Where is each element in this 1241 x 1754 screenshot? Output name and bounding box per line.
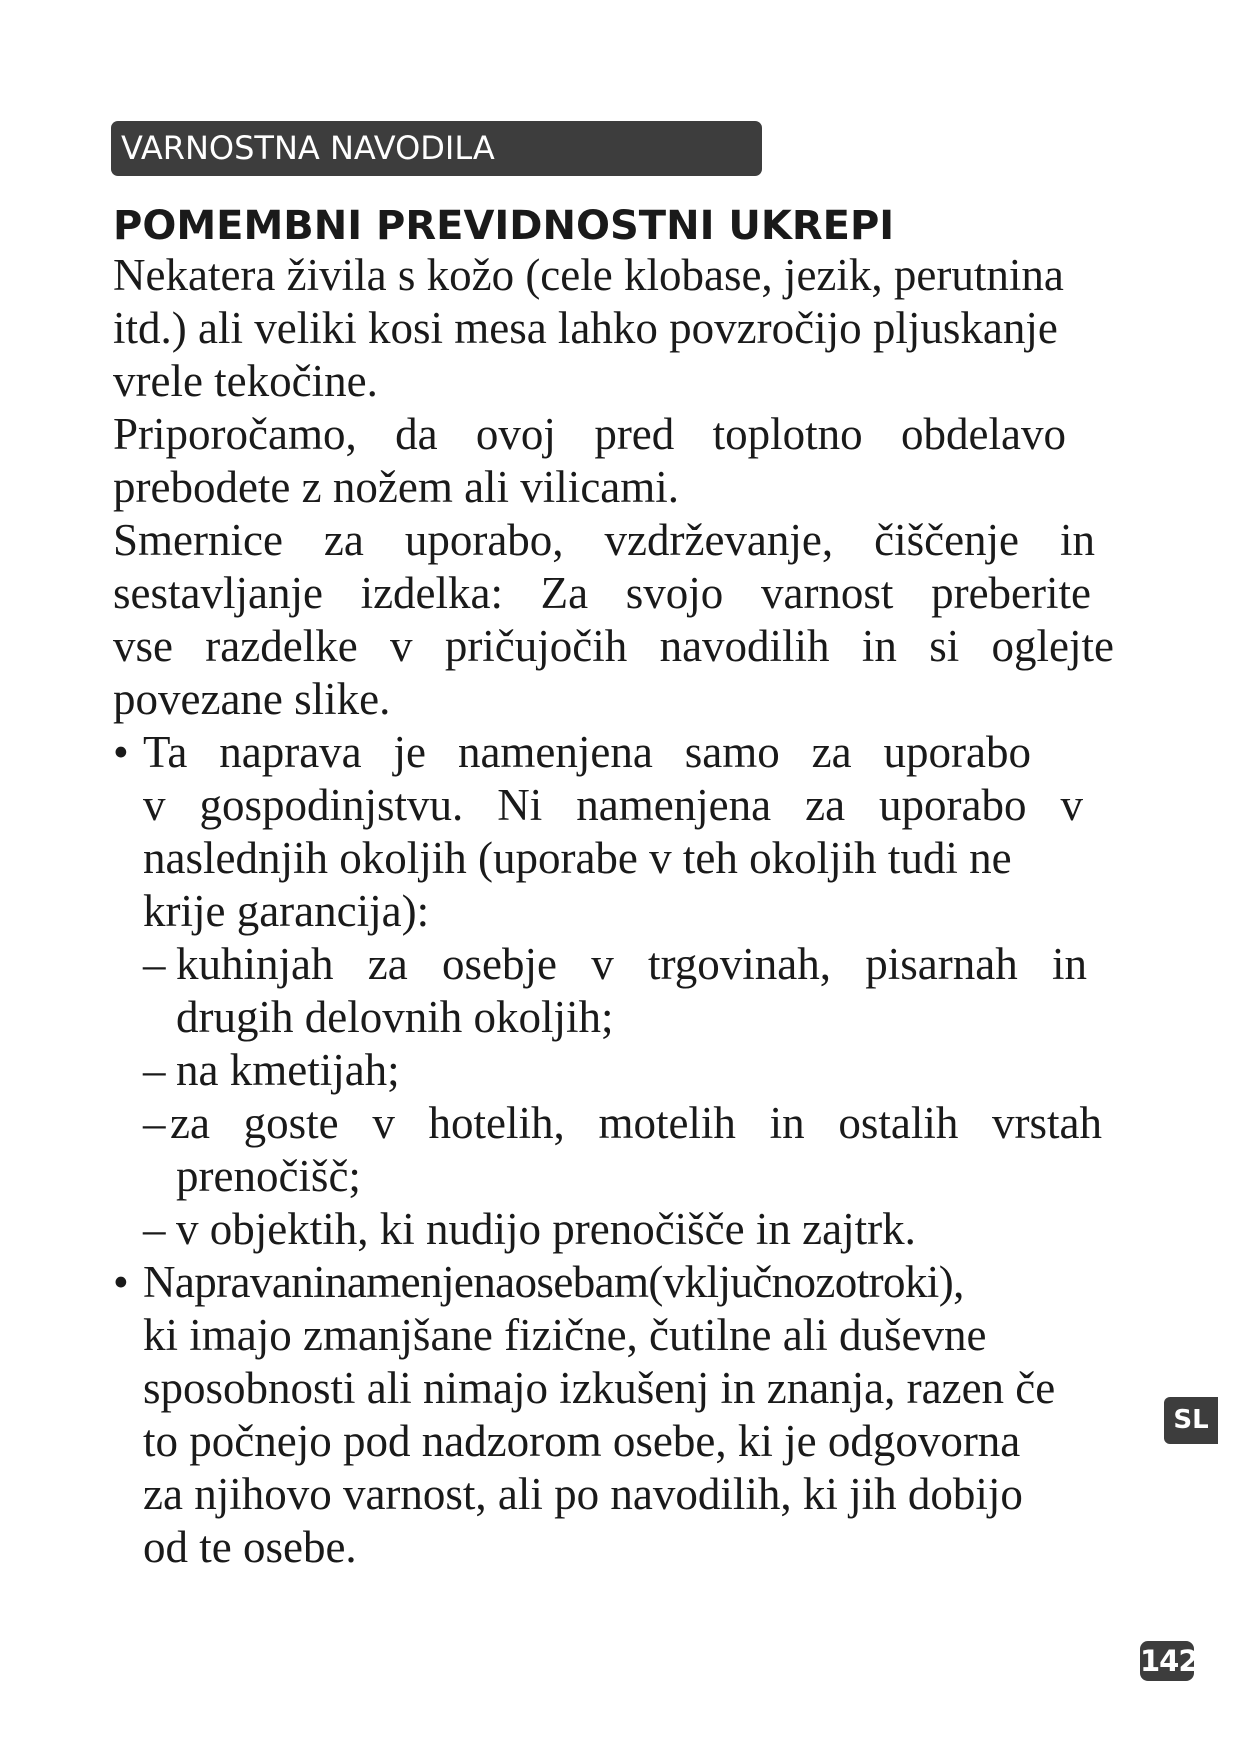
- dash-symbol: –: [143, 1045, 166, 1095]
- bullet-item: [113, 1256, 1148, 1309]
- bullet-line: Ta naprava je namenjena samo za uporabo: [143, 727, 1031, 777]
- sub-item-line: za goste v hotelih, motelih in ostalih vrstah: [170, 1098, 1102, 1148]
- bullet-symbol: •: [113, 727, 129, 777]
- sub-item-line: prenočišč;: [176, 1151, 361, 1201]
- sub-item-line: drugih delovnih okoljih;: [176, 992, 614, 1042]
- bullet-line: krije garancija):: [143, 886, 430, 936]
- bullet-line: to počnejo pod nadzorom osebe, ki je odgovorna: [143, 1416, 1021, 1466]
- dash-symbol: –: [143, 1098, 166, 1148]
- bullet-line-wrap: [113, 779, 1148, 832]
- paragraph-line: vrele tekočine.: [113, 356, 378, 406]
- sub-item: [113, 938, 1148, 991]
- page-title: POMEMBNI PREVIDNOSTNI UKREPI: [113, 203, 895, 249]
- dash-symbol: –: [143, 939, 166, 989]
- bullet-line: sposobnosti ali nimajo izkušenj in znanja, razen če: [143, 1363, 1056, 1413]
- sub-item-line: kuhinjah za osebje v trgovinah, pisarnah in: [176, 939, 1087, 989]
- bullet-line: v gospodinjstvu. Ni namenjena za uporabo v: [143, 780, 1083, 830]
- paragraph-line: sestavljanje izdelka: Za svojo varnost preberite: [113, 568, 1091, 618]
- section-label: VARNOSTNA NAVODILA: [121, 129, 495, 167]
- bullet-line: od te osebe.: [143, 1522, 357, 1572]
- dash-symbol: –: [143, 1204, 166, 1254]
- paragraph-line: Smernice za uporabo, vzdrževanje, čiščenje in: [113, 515, 1095, 565]
- paragraph-line: Nekatera živila s kožo (cele klobase, jezik, perutnina: [113, 250, 1064, 300]
- sub-item: [113, 1044, 1148, 1097]
- paragraph-line: Priporočamo, da ovoj pred toplotno obdelavo: [113, 409, 1066, 459]
- section-label-bar: [111, 121, 762, 176]
- bullet-line: naslednjih okoljih (uporabe v teh okoljih tudi ne: [143, 833, 1012, 883]
- bullet-item: [113, 726, 1148, 779]
- paragraph-line: vse razdelke v pričujočih navodilih in si oglejte: [113, 621, 1114, 671]
- sub-item-line: v objektih, ki nudijo prenočišče in zajtrk.: [176, 1204, 916, 1254]
- sub-item-line: na kmetijah;: [176, 1045, 400, 1095]
- body-text: [113, 249, 1148, 1574]
- language-badge: SL: [1164, 1397, 1218, 1444]
- bullet-line: ki imajo zmanjšane fizične, čutilne ali duševne: [143, 1310, 987, 1360]
- paragraph-line: itd.) ali veliki kosi mesa lahko povzročijo pljuskanje: [113, 303, 1058, 353]
- bullet-line: Napravaninamenjenaosebam(vključnozotroki),: [143, 1257, 964, 1307]
- paragraph-line: prebodete z nožem ali vilicami.: [113, 462, 680, 512]
- sub-item: [113, 1097, 1148, 1150]
- bullet-symbol: •: [113, 1257, 129, 1307]
- bullet-line: za njihovo varnost, ali po navodilih, ki jih dobijo: [143, 1469, 1023, 1519]
- sub-item: [113, 1203, 1148, 1256]
- paragraph-line: povezane slike.: [113, 674, 391, 724]
- page-number: 142: [1140, 1641, 1194, 1681]
